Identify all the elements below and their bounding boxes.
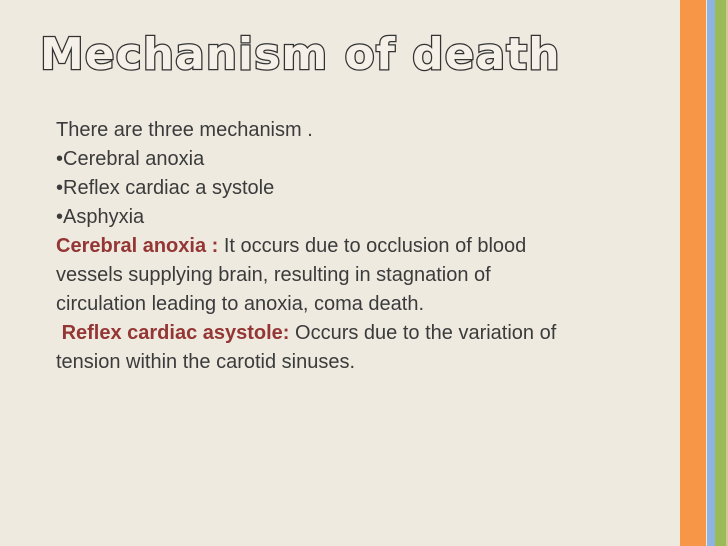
slide-title xyxy=(40,29,561,80)
decorative-stripes xyxy=(680,0,728,546)
blue-stripe xyxy=(707,0,715,546)
intro-text: There are three mechanism . xyxy=(56,119,313,141)
slide-title-text: Mechanism of death xyxy=(40,29,561,80)
reflex-asystole-term: Reflex cardiac asystole: xyxy=(61,322,290,344)
bullet-cerebral-anoxia: •Cerebral anoxia xyxy=(56,148,205,170)
slide-body xyxy=(56,116,686,377)
reflex-asystole-text-2: tension within the carotid sinuses. xyxy=(56,351,356,373)
cerebral-anoxia-text-2: vessels supplying brain, resulting in stagnation of xyxy=(56,264,491,286)
bullet-asphyxia: •Asphyxia xyxy=(56,206,145,228)
cerebral-anoxia-text-3: circulation leading to anoxia, coma death. xyxy=(56,293,425,315)
cerebral-anoxia-text-1: It occurs due to occlusion of blood xyxy=(218,235,527,257)
cerebral-anoxia-paragraph-line-1 xyxy=(56,232,686,261)
reflex-asystole-paragraph-line-1 xyxy=(56,319,686,348)
green-stripe xyxy=(715,0,726,546)
bullet-reflex-cardiac-asystole: •Reflex cardiac a systole xyxy=(56,177,275,199)
cerebral-anoxia-term: Cerebral anoxia : xyxy=(56,235,219,257)
reflex-asystole-text-1: Occurs due to the variation of xyxy=(289,322,557,344)
